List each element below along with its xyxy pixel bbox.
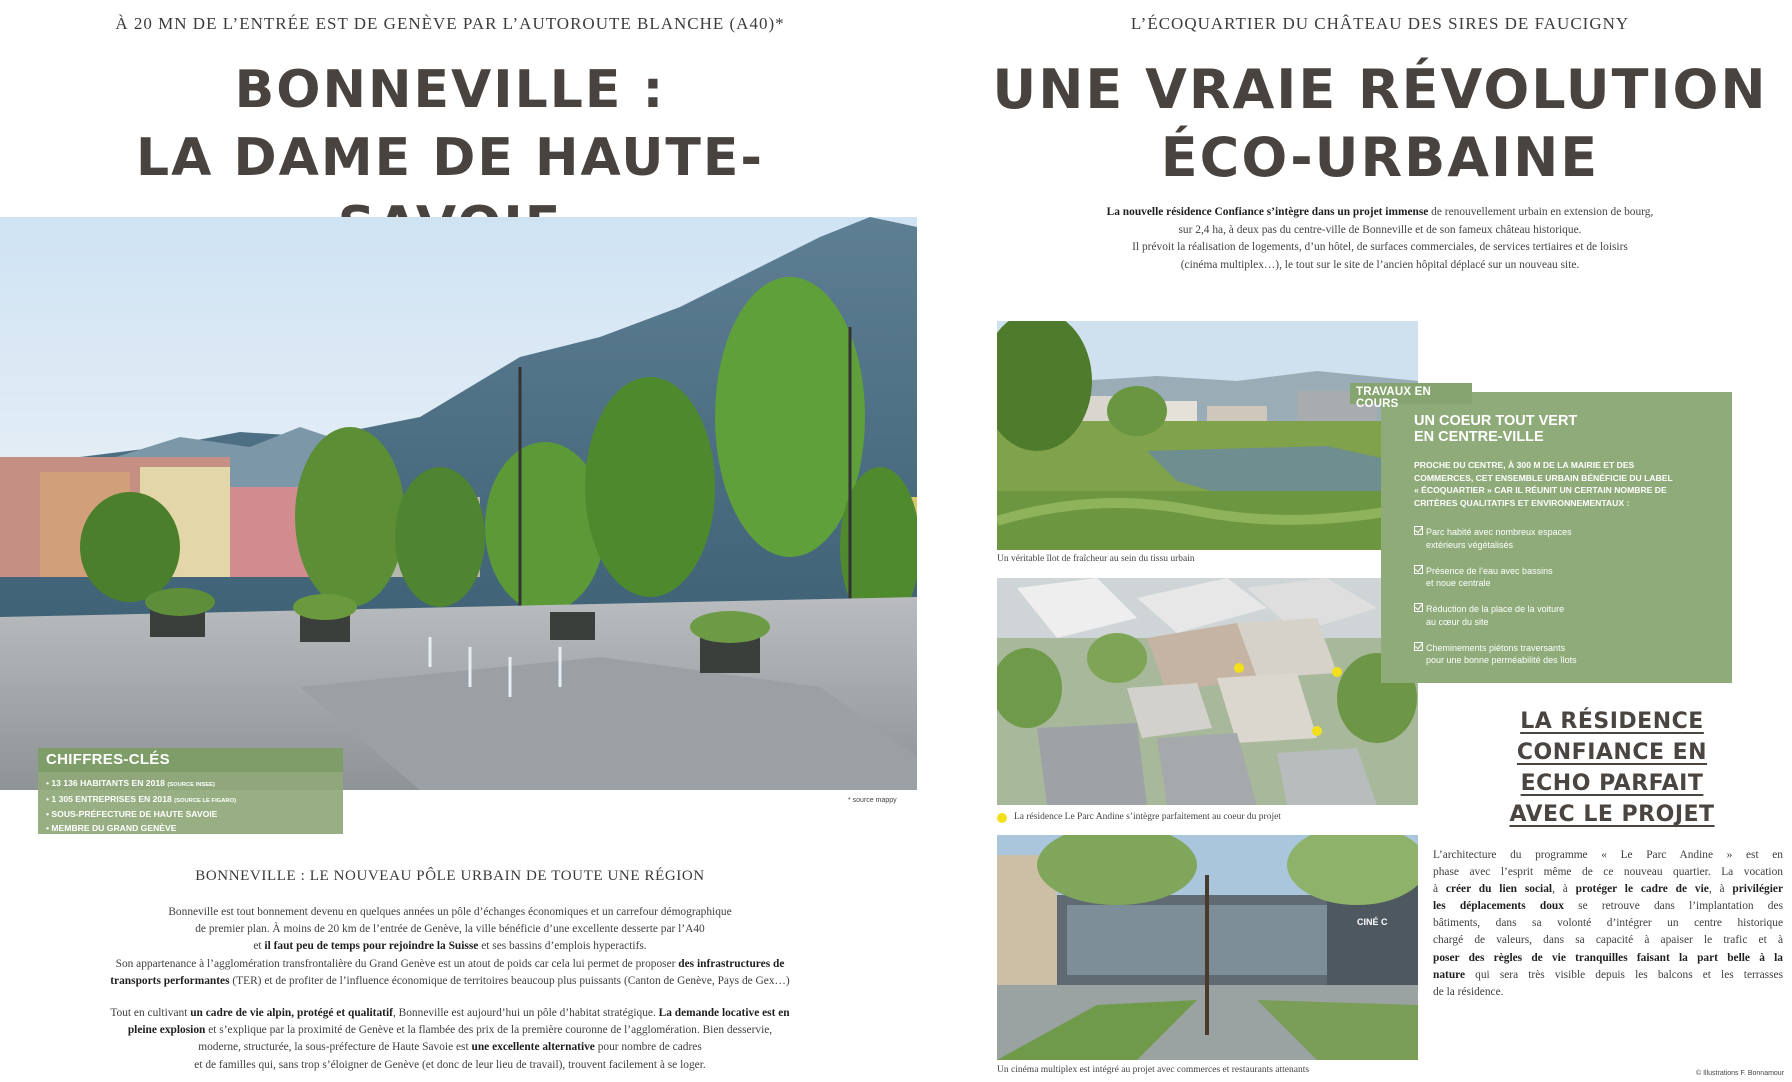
key-figures-box [38,748,343,834]
cinema-sign: CINÉ C [1357,917,1388,927]
checklist-item: Présence de l’eau avec bassins et noue centrale [1426,565,1673,590]
right-kicker: L’ÉCOQUARTIER DU CHÂTEAU DES SIRES DE FAUCIGNY [1130,14,1630,33]
checklist-item: Réduction de la place de la voiture au cœur du site [1426,603,1673,628]
bonneville-square-photo [0,217,917,790]
caption-cinema: Un cinéma multiplex est intégré au projet avec commerces et restaurants attenants [997,1065,1310,1075]
left-kicker: À 20 MN DE L’ENTRÉE EST DE GENÈVE PAR L’AUTOROUTE BLANCHE (A40)* [115,14,785,33]
checklist-item: Cheminements piétons traversants pour une bonne perméabilité des îlots [1426,642,1673,667]
travaux-tag: TRAVAUX EN COURS [1350,383,1472,404]
residence-body: L’architecture du programme « Le Parc Andine » est en phase avec l’esprit même de ce nouveau quartier. La vocation à créer du lien social, à protéger le cadre de vie, à privilégier les déplacements doux se retrouve dans l’implantation des bâtiments, dans sa volonté d’intégrer un centre historique chargé de valeurs, dans sa capacité à apaiser le trafic et à poser des règles de vie tranquilles faisant la part belle à la nature qui sera très visible depuis les balcons et les terrasses de la résidence. [1433,849,1783,998]
photo-credit: * source mappy [848,797,897,804]
left-paragraph-1: Bonneville est tout bonnement devenu en quelques années un pôle d’échanges économiques et un carrefour démographique de premier plan. À moins de 20 km de l’entrée de Genève, la ville bénéficie d’une excellente desserte par l’A40 et il faut peu de temps pour rejoindre la Suisse et ses bassins d’emplois hyperactifs. Son appartenance à l’agglomération transfrontalière du Grand Genève est un atout de poids car cela lui permet de proposer des infrastructures de transports performantes (TER) et de profiter de l’influence économique de territoires beaucoup plus puissants (Canton de Genève, Pays de Gex…) [110,906,790,987]
ecoquartier-box-content [1414,413,1673,667]
left-title-line2: LA DAME DE HAUTE- [135,128,764,188]
left-title-line1: BONNEVILLE : [234,60,666,120]
aerial-illustration [997,578,1418,805]
right-title-line2: ÉCO-URBAINE [1160,126,1600,189]
checklist-item: Parc habité avec nombreux espaces extérieurs végétalisés [1426,526,1673,551]
left-section-heading: BONNEVILLE : LE NOUVEAU PÔLE URBAIN DE TOUTE UNE RÉGION [195,868,705,884]
box-text: PROCHE DU CENTRE, À 300 M DE LA MAIRIE ET DES COMMERCES, CET ENSEMBLE URBAIN BÉNÉFICIE DU LABEL « ÉCOQUARTIER » CAR IL RÉUNIT UN CERTAIN NOMBRE DE CRITÈRES QUALITATIFS ET ENVIRONNEMENTAUX : [1414,460,1673,508]
park-illustration [997,321,1418,550]
key-figure-item: • SOUS-PRÉFECTURE DE HAUTE SAVOIE [46,809,218,819]
residence-title: LA RÉSIDENCE CONFIANCE EN ECHO PARFAIT AVEC LE PROJET [1509,709,1715,827]
box-title: UN COEUR TOUT VERT EN CENTRE-VILLE [1414,413,1578,445]
key-figure-item: • 1 305 ENTREPRISES EN 2018 (SOURCE LE FIGARO) [46,793,237,804]
checkbox-icon [1414,603,1423,612]
illustration-credit: © Illustrations F. Bonnamour [1696,1070,1785,1077]
right-title [980,56,1780,192]
caption-park: Un véritable îlot de fraîcheur au sein du tissu urbain [997,554,1195,564]
checkbox-icon [1414,526,1423,535]
left-paragraph-2: Tout en cultivant un cadre de vie alpin, protégé et qualitatif, Bonneville est aujourd’hui un pôle d’habitat stratégique. La demande locative est en pleine explosion et s’explique par la proximité de Genève et la flambée des prix de la première couronne de l’agglomération. Bien desservie, moderne, structurée, la sous-préfecture de Haute Savoie est une excellente alternative pour nombre de cadres et de familles qui, sans trop s’éloigner de Genève (et donc de leur lieu de travail), trouvent facilement à se loger. [110,1007,790,1071]
key-figures-list [46,777,236,835]
key-figures-heading: CHIFFRES-CLÉS [38,748,343,772]
key-figure-item: • 13 136 HABITANTS EN 2018 (SOURCE INSEE) [46,778,215,788]
right-title-line1: UNE VRAIE RÉVOLUTION [992,58,1768,121]
box-checklist [1414,526,1673,667]
right-intro: La nouvelle résidence Confiance s’intègre dans un projet immense de renouvellement urbain en extension de bourg, sur 2,4 ha, à deux pas du centre-ville de Bonneville et de son fameux château historique. Il prévoit la réalisation de logements, d’un hôtel, de surfaces commerciales, de services tertiaires et de loisirs (cinéma multiplex…), le tout sur le site de l’ancien hôpital déplacé sur un nouveau site. [1106,206,1654,271]
caption-aerial: La résidence Le Parc Andine s’intègre parfaitement au coeur du projet [1014,812,1281,822]
cinema-illustration [997,835,1418,1060]
checkbox-icon [1414,642,1423,651]
yellow-dot-legend [997,813,1007,823]
key-figure-item: • MEMBRE DU GRAND GENÈVE [46,822,177,833]
checkbox-icon [1414,565,1423,574]
